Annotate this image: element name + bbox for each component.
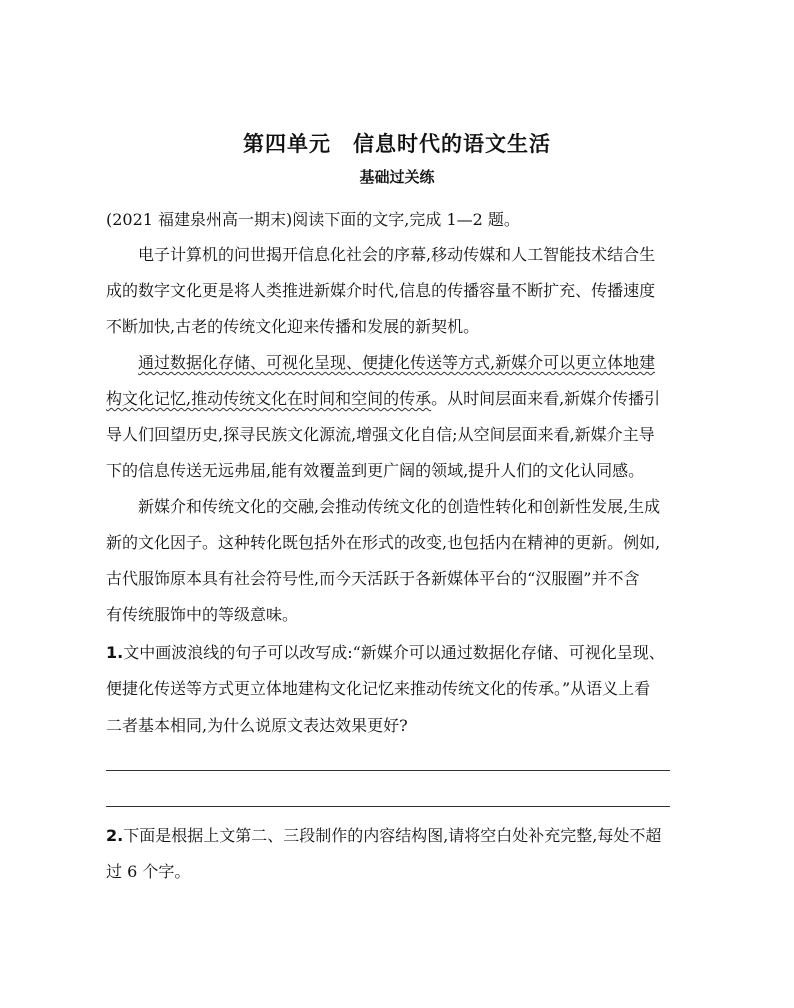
- passage-text: 。从时间层面来看,新媒介传播引: [431, 389, 661, 408]
- passage-line: 电子计算机的问世揭开信息化社会的序幕,移动传媒和人工智能技术结合生: [106, 245, 656, 264]
- instruction-text: (2021 福建泉州高一期末)阅读下面的文字,完成 1—2 题。: [106, 210, 520, 229]
- passage-line: 成的数字文化更是将人类推进新媒介时代,信息的传播容量不断扩充、传播速度: [106, 281, 656, 300]
- passage-line: 有传统服饰中的等级意味。: [106, 605, 299, 624]
- question-text: 文中画波浪线的句子可以改写成:“新媒介可以通过数据化存储、可视化呈现、: [123, 643, 665, 662]
- question-text: 二者基本相同,为什么说原文表达效果更好?: [106, 716, 408, 735]
- unit-title: 第四单元 信息时代的语文生活: [243, 132, 551, 156]
- wavy-underlined-sentence: 构文化记忆,推动传统文化在时间和空间的传承: [106, 389, 432, 408]
- wavy-underlined-sentence: 通过数据化存储、可视化呈现、便捷化传送等方式,新媒介可以更立体地建: [138, 353, 656, 372]
- question-1: [106, 643, 686, 663]
- passage-line: [106, 389, 686, 409]
- passage-line: 不断加快,古老的传统文化迎来传播和发展的新契机。: [106, 317, 480, 336]
- question-number: 1.: [106, 643, 124, 662]
- answer-blank-line[interactable]: [106, 806, 670, 807]
- question-text: 下面是根据上文第二、三段制作的内容结构图,请将空白处补充完整,每处不超: [123, 826, 662, 845]
- section-subtitle: 基础过关练: [359, 168, 435, 186]
- passage-line: 古代服饰原本具有社会符号性,而今天活跃于各新媒体平台的“汉服圈”并不含: [106, 569, 640, 588]
- question-number: 2.: [106, 826, 124, 845]
- passage-line: [106, 353, 686, 373]
- answer-blank-line[interactable]: [106, 770, 670, 771]
- question-2: [106, 826, 686, 846]
- passage-line: 下的信息传送无远弗届,能有效覆盖到更广阔的领域,提升人们的文化认同感。: [106, 461, 645, 480]
- passage-line: 新媒介和传统文化的交融,会推动传统文化的创造性转化和创新性发展,生成: [106, 497, 661, 516]
- passage-line: 导人们回望历史,探寻民族文化源流,增强文化自信;从空间层面来看,新媒介主导: [106, 425, 655, 444]
- question-text: 过 6 个字。: [106, 862, 191, 881]
- question-text: 便捷化传送等方式更立体地建构文化记忆来推动传统文化的传承。”从语义上看: [106, 679, 651, 698]
- passage-line: 新的文化因子。这种转化既包括外在形式的改变,也包括内在精神的更新。例如,: [106, 533, 661, 552]
